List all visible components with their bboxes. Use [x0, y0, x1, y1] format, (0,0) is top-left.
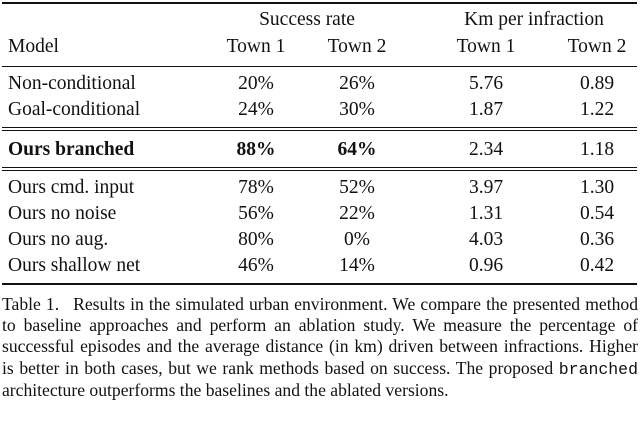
section-rule-1b — [2, 130, 637, 131]
top-rule — [2, 2, 637, 4]
row-sr-town1: 46% — [238, 255, 274, 276]
group-header-km-per-infraction: Km per infraction — [464, 9, 604, 30]
row-km-town2: 0.54 — [579, 203, 615, 224]
row-sr-town1: 20% — [238, 73, 274, 94]
row-model: Goal-conditional — [8, 99, 141, 120]
group-header-success-rate: Success rate — [259, 9, 355, 30]
row-sr-town2: 52% — [339, 177, 375, 198]
row-km-town2: 0.42 — [579, 255, 615, 276]
row-sr-town2: 26% — [339, 73, 375, 94]
row-sr-town1: 56% — [238, 203, 274, 224]
row-sr-town2: 14% — [339, 255, 375, 276]
caption-text: Results in the simulated urban environment. We compare the presented method to baseline approaches and perform an ablation study. We measure the percentage of successful episodes and the average distance (in km) driven between infractions. Higher is better in both cases, but we rank methods based on success. The proposed — [2, 294, 638, 378]
row-km-town2: 1.22 — [579, 99, 615, 120]
row-sr-town2: 22% — [339, 203, 375, 224]
section-rule-2b — [2, 170, 637, 171]
col-header-km-town1: Town 1 — [456, 36, 516, 57]
row-km-town1: 1.87 — [468, 99, 504, 120]
table-caption — [2, 294, 638, 401]
section-rule-1a — [2, 127, 637, 128]
row-km-town1: 5.76 — [468, 73, 504, 94]
caption-label: Table 1. — [2, 294, 60, 314]
row-km-town1: 1.31 — [468, 203, 504, 224]
col-header-model: Model — [8, 36, 59, 57]
row-km-town2: 0.36 — [579, 229, 615, 250]
row-model: Ours shallow net — [8, 255, 141, 276]
row-km-town2: 0.89 — [579, 73, 615, 94]
row-km-town1: 2.34 — [468, 139, 504, 160]
bottom-rule — [2, 283, 637, 285]
header-rule — [2, 66, 637, 67]
row-model: Non-conditional — [8, 73, 136, 94]
row-sr-town1: 80% — [238, 229, 274, 250]
row-sr-town2: 0% — [344, 229, 370, 250]
row-km-town2: 1.18 — [579, 139, 615, 160]
row-model-highlight: Ours branched — [8, 139, 135, 160]
row-sr-town1-highlight: 88% — [236, 139, 276, 160]
row-model: Ours cmd. input — [8, 177, 135, 198]
row-sr-town2-highlight: 64% — [337, 139, 377, 160]
row-km-town1: 4.03 — [468, 229, 504, 250]
col-header-km-town2: Town 2 — [567, 36, 627, 57]
row-model: Ours no aug. — [8, 229, 109, 250]
row-km-town1: 0.96 — [468, 255, 504, 276]
section-rule-2a — [2, 167, 637, 168]
row-sr-town1: 24% — [238, 99, 274, 120]
row-sr-town1: 78% — [238, 177, 274, 198]
col-header-sr-town1: Town 1 — [226, 36, 286, 57]
caption-code-word: branched — [558, 359, 638, 379]
row-km-town1: 3.97 — [468, 177, 504, 198]
caption-text-end: architecture outperforms the baselines and the ablated versions. — [2, 379, 449, 400]
row-model: Ours no noise — [8, 203, 117, 224]
row-km-town2: 1.30 — [579, 177, 615, 198]
row-sr-town2: 30% — [339, 99, 375, 120]
col-header-sr-town2: Town 2 — [327, 36, 387, 57]
